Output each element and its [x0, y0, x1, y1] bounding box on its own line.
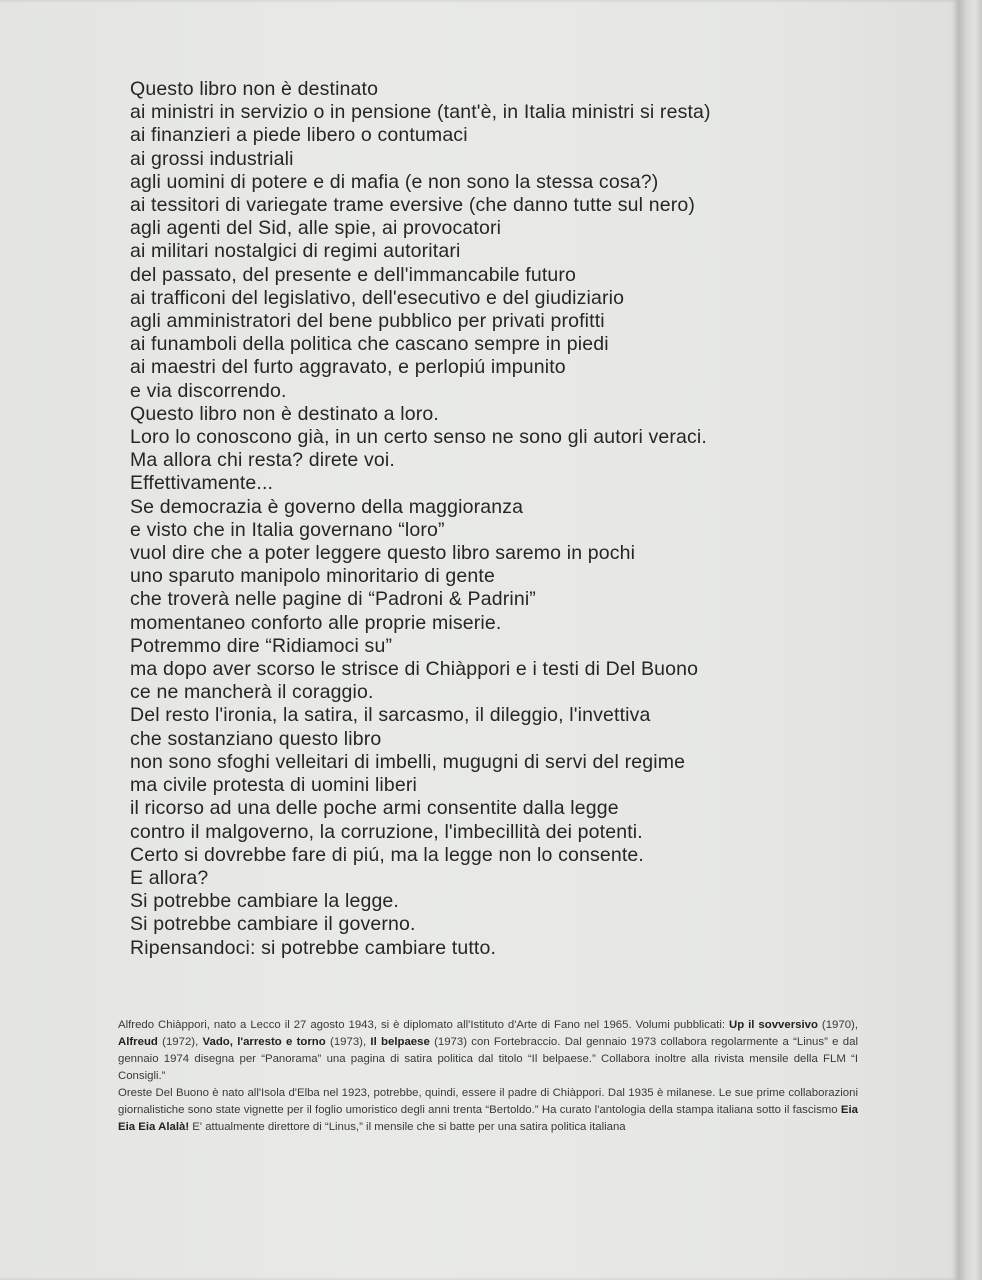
book-title: Eia Eia Eia Alalà! [118, 1104, 858, 1133]
poem-line: ai ministri in servizio o in pensione (tant'è, in Italia ministri si resta) [130, 101, 711, 124]
poem-line: ce ne mancherà il coraggio. [130, 681, 374, 704]
poem-line: uno sparuto manipolo minoritario di gente [130, 565, 495, 588]
bio-text: (1973) con Fortebraccio. Dal gennaio 1973 collabora regolarmente a “Linus” e dal gennaio 1974 disegna per “Panorama” una pagina di satira politica dal titolo “Il belpaese.” Collabora inoltre alla rivista mensile della FLM “I Consigli.” [118, 1036, 858, 1082]
bio-delbuono [118, 1085, 858, 1136]
poem-line: non sono sfoghi velleitari di imbelli, mugugni di servi del regime [130, 750, 686, 773]
poem-line: Del resto l'ironia, la satira, il sarcasmo, il dileggio, l'invettiva [130, 704, 651, 727]
poem-line: ma dopo aver scorso le strisce di Chiàppori e i testi di Del Buono [130, 658, 699, 681]
poem-line: Si potrebbe cambiare la legge. [130, 890, 399, 913]
poem-line: Effettivamente... [130, 472, 274, 495]
poem-line: ma civile protesta di uomini liberi [130, 774, 418, 797]
poem-line: ai funamboli della politica che cascano sempre in piedi [130, 333, 609, 356]
poem-line: ai militari nostalgici di regimi autoritari [130, 240, 461, 263]
cover-edge [958, 0, 982, 1280]
poem-line: agli uomini di potere e di mafia (e non sono la stessa cosa?) [130, 170, 659, 193]
poem-line: ai grossi industriali [130, 147, 294, 170]
book-title: Il belpaese [370, 1036, 430, 1048]
poem-line: che sostanziano questo libro [130, 727, 382, 750]
poem-line: ai trafficoni del legislativo, dell'esecutivo e del giudiziario [130, 286, 625, 309]
poem-line: che troverà nelle pagine di “Padroni & Padrini” [130, 588, 536, 611]
poem-line: E allora? [130, 866, 209, 889]
poem-line: Se democrazia è governo della maggioranza [130, 495, 524, 518]
bio-text: (1972), [157, 1036, 203, 1048]
book-title: Alfreud [118, 1036, 158, 1048]
poem-line: ai finanzieri a piede libero o contumaci [130, 124, 468, 147]
book-title: Up il sovversivo [728, 1019, 818, 1031]
poem-line: momentaneo conforto alle proprie miserie. [130, 611, 502, 634]
bio-text: E' attualmente direttore di “Linus,” il mensile che si batte per una satira politica italiana [189, 1121, 626, 1133]
poem-line: Loro lo conoscono già, in un certo senso ne sono gli autori veraci. [130, 426, 707, 449]
poem-line: Questo libro non è destinato [130, 78, 379, 100]
book-title: Vado, l'arresto e torno [202, 1036, 326, 1048]
poem-line: vuol dire che a poter leggere questo libro saremo in pochi [130, 542, 636, 565]
poem-line: Certo si dovrebbe fare di piú, ma la legge non lo consente. [130, 843, 644, 866]
bio-text: (1970), [817, 1019, 858, 1031]
poem-line: Ma allora chi resta? direte voi. [130, 449, 395, 472]
author-bio [118, 1017, 858, 1136]
poem-line: il ricorso ad una delle poche armi consentite dalla legge [130, 797, 619, 820]
poem-line: e via discorrendo. [130, 379, 287, 402]
bio-text: (1973), [325, 1036, 371, 1048]
poem-line: Ripensandoci: si potrebbe cambiare tutto. [130, 936, 497, 959]
poem-line: agli agenti del Sid, alle spie, ai provocatori [130, 217, 502, 240]
poem-line: del passato, del presente e dell'immancabile futuro [130, 263, 577, 286]
poem-line: e visto che in Italia governano “loro” [130, 518, 445, 541]
bio-text: Alfredo Chiàppori, nato a Lecco il 27 agosto 1943, si è diplomato all'Istituto d'Arte di Fano nel 1965. Volumi pubblicati: [118, 1019, 729, 1031]
bio-text: Oreste Del Buono è nato all'Isola d'Elba nel 1923, potrebbe, quindi, essere il padre di Chiàppori. Dal 1935 è milanese. Le sue prime collaborazioni giornalistiche sono state vignette per il foglio umoristico degli anni trenta “Bertoldo.” Ha curato l'antologia della stampa italiana sotto il fascismo [118, 1087, 858, 1116]
poem-line: Questo libro non è destinato a loro. [130, 402, 439, 425]
bio-chiappori [118, 1017, 858, 1085]
poem-line: Potremmo dire “Ridiamoci su” [130, 634, 393, 657]
poem-line: Si potrebbe cambiare il governo. [130, 913, 416, 936]
poem-text [130, 78, 930, 960]
poem-line: ai maestri del furto aggravato, e perlopiú impunito [130, 356, 566, 379]
poem-line: ai tessitori di variegate trame eversive (che danno tutte sul nero) [130, 194, 695, 217]
poem-line: contro il malgoverno, la corruzione, l'imbecillità dei potenti. [130, 820, 643, 843]
poem-line: agli amministratori del bene pubblico per privati profitti [130, 310, 605, 333]
